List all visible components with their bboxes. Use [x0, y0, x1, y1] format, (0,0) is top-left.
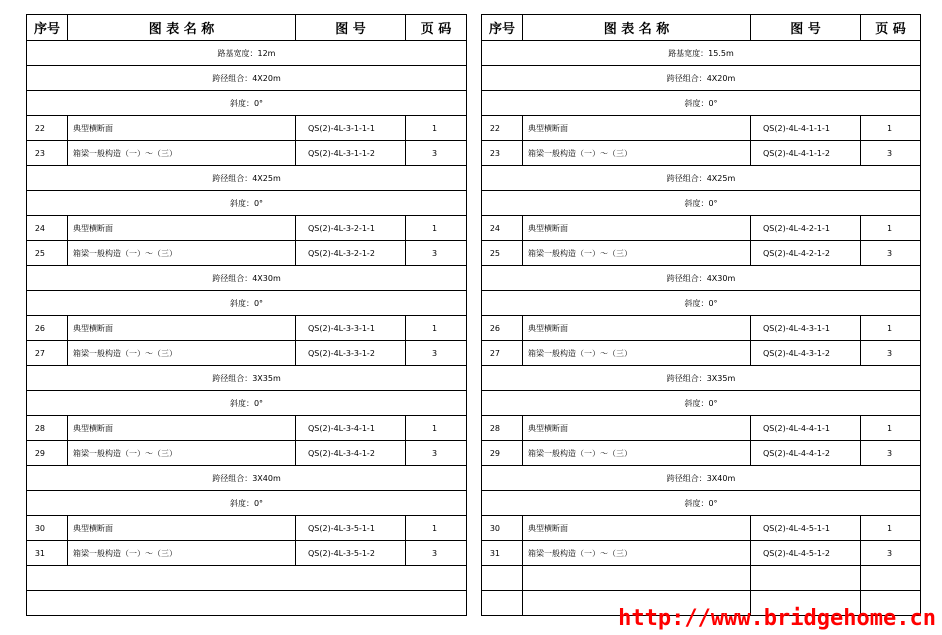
header-page: 页 码 [861, 15, 921, 41]
section-row [27, 191, 467, 216]
section-row [482, 466, 921, 491]
seq-cell: 29 [482, 441, 523, 466]
seq-cell [482, 566, 523, 591]
drawing-name-cell: 箱梁一般构造（一）～（三） [68, 141, 296, 166]
drawing-number-cell: QS(2)-4L-3-4-1-2 [296, 441, 406, 466]
drawing-name-cell: 箱梁一般构造（一）～（三） [523, 441, 751, 466]
section-row [27, 366, 467, 391]
section-row [482, 166, 921, 191]
section-label: 斜度：0° [482, 291, 921, 316]
drawing-number-cell: QS(2)-4L-3-5-1-1 [296, 516, 406, 541]
table-row [27, 516, 467, 541]
header-drawing-no: 图 号 [296, 15, 406, 41]
seq-cell: 23 [482, 141, 523, 166]
seq-cell: 27 [27, 341, 68, 366]
drawing-name-cell: 箱梁一般构造（一）～（三） [68, 541, 296, 566]
seq-cell: 22 [482, 116, 523, 141]
drawing-number-cell: QS(2)-4L-4-4-1-1 [751, 416, 861, 441]
table-row [482, 241, 921, 266]
page-count-cell: 1 [861, 416, 921, 441]
header-name: 图 表 名 称 [68, 15, 296, 41]
section-label: 路基宽度：15.5m [482, 41, 921, 66]
table-row [27, 141, 467, 166]
header-page: 页 码 [406, 15, 467, 41]
header-name: 图 表 名 称 [523, 15, 751, 41]
table-row [27, 541, 467, 566]
seq-cell: 22 [27, 116, 68, 141]
section-label: 斜度：0° [27, 391, 467, 416]
page-count-cell: 1 [406, 216, 467, 241]
seq-cell: 26 [482, 316, 523, 341]
table-row [27, 116, 467, 141]
seq-cell: 30 [482, 516, 523, 541]
section-label: 斜度：0° [27, 291, 467, 316]
page-count-cell: 3 [406, 241, 467, 266]
section-row [27, 166, 467, 191]
page-count-cell: 3 [861, 541, 921, 566]
section-label: 跨径组合：4X20m [27, 66, 467, 91]
table-row [27, 241, 467, 266]
page-count-cell: 1 [406, 116, 467, 141]
section-label: 跨径组合：4X25m [482, 166, 921, 191]
drawing-number-cell: QS(2)-4L-3-2-1-2 [296, 241, 406, 266]
seq-cell: 30 [27, 516, 68, 541]
table-row [482, 216, 921, 241]
section-row [27, 41, 467, 66]
header-drawing-no: 图 号 [751, 15, 861, 41]
section-row [27, 291, 467, 316]
drawing-name-cell: 典型横断面 [523, 516, 751, 541]
header-seq: 序号 [27, 15, 68, 41]
seq-cell: 29 [27, 441, 68, 466]
seq-cell [482, 591, 523, 616]
page-count-cell: 3 [406, 441, 467, 466]
section-row [482, 366, 921, 391]
section-row [482, 491, 921, 516]
section-row [482, 91, 921, 116]
drawing-number-cell: QS(2)-4L-3-1-1-2 [296, 141, 406, 166]
section-row [27, 391, 467, 416]
section-row [482, 391, 921, 416]
drawing-number-cell: QS(2)-4L-4-5-1-2 [751, 541, 861, 566]
table-row [27, 316, 467, 341]
page-count-cell [861, 566, 921, 591]
drawing-name-cell: 典型横断面 [523, 116, 751, 141]
page-count-cell: 3 [861, 141, 921, 166]
table-row [482, 441, 921, 466]
table-header-row [27, 15, 467, 41]
drawing-name-cell: 箱梁一般构造（一）～（三） [523, 341, 751, 366]
drawing-number-cell: QS(2)-4L-3-4-1-1 [296, 416, 406, 441]
section-label: 跨径组合：4X30m [27, 266, 467, 291]
drawing-number-cell: QS(2)-4L-4-1-1-2 [751, 141, 861, 166]
drawing-name-cell: 典型横断面 [68, 516, 296, 541]
drawing-name-cell: 箱梁一般构造（一）～（三） [68, 441, 296, 466]
drawing-name-cell: 典型横断面 [68, 216, 296, 241]
drawing-name-cell: 典型横断面 [68, 416, 296, 441]
drawing-number-cell: QS(2)-4L-4-2-1-2 [751, 241, 861, 266]
seq-cell: 28 [27, 416, 68, 441]
drawing-number-cell: QS(2)-4L-3-1-1-1 [296, 116, 406, 141]
section-label: 跨径组合：3X40m [27, 466, 467, 491]
seq-cell: 23 [27, 141, 68, 166]
left-drawing-index-table [26, 14, 467, 616]
section-label [27, 566, 467, 591]
drawing-name-cell: 箱梁一般构造（一）～（三） [68, 341, 296, 366]
section-row [27, 491, 467, 516]
section-label: 斜度：0° [482, 91, 921, 116]
drawing-number-cell: QS(2)-4L-4-5-1-1 [751, 516, 861, 541]
seq-cell: 24 [482, 216, 523, 241]
section-label: 跨径组合：3X35m [482, 366, 921, 391]
drawing-name-cell: 典型横断面 [523, 416, 751, 441]
drawing-number-cell: QS(2)-4L-3-2-1-1 [296, 216, 406, 241]
section-row [27, 266, 467, 291]
section-label: 斜度：0° [27, 491, 467, 516]
drawing-name-cell: 典型横断面 [523, 316, 751, 341]
section-label: 斜度：0° [482, 491, 921, 516]
drawing-number-cell: QS(2)-4L-4-2-1-1 [751, 216, 861, 241]
drawing-name-cell: 箱梁一般构造（一）～（三） [523, 141, 751, 166]
table-row [27, 216, 467, 241]
section-label: 斜度：0° [482, 191, 921, 216]
seq-cell: 24 [27, 216, 68, 241]
table-row [27, 441, 467, 466]
section-row [27, 91, 467, 116]
page-count-cell: 1 [861, 316, 921, 341]
section-label: 跨径组合：4X25m [27, 166, 467, 191]
section-label: 斜度：0° [27, 191, 467, 216]
section-row [482, 266, 921, 291]
section-label: 跨径组合：4X20m [482, 66, 921, 91]
section-label: 路基宽度：12m [27, 41, 467, 66]
drawing-number-cell: QS(2)-4L-4-3-1-1 [751, 316, 861, 341]
table-row [482, 316, 921, 341]
drawing-name-cell: 典型横断面 [68, 316, 296, 341]
seq-cell: 25 [27, 241, 68, 266]
drawing-number-cell: QS(2)-4L-3-5-1-2 [296, 541, 406, 566]
table-row [482, 341, 921, 366]
drawing-number-cell [751, 566, 861, 591]
section-row [27, 566, 467, 591]
section-row [27, 591, 467, 616]
drawing-number-cell: QS(2)-4L-3-3-1-2 [296, 341, 406, 366]
seq-cell: 31 [482, 541, 523, 566]
table-row [482, 141, 921, 166]
table-row [482, 116, 921, 141]
section-label: 斜度：0° [27, 91, 467, 116]
section-label: 跨径组合：3X40m [482, 466, 921, 491]
header-seq: 序号 [482, 15, 523, 41]
page-count-cell: 1 [861, 516, 921, 541]
table-row [482, 566, 921, 591]
drawing-name-cell: 典型横断面 [523, 216, 751, 241]
section-label: 斜度：0° [482, 391, 921, 416]
table-row [27, 416, 467, 441]
seq-cell: 31 [27, 541, 68, 566]
drawing-number-cell: QS(2)-4L-4-3-1-2 [751, 341, 861, 366]
right-drawing-index-table [481, 14, 921, 616]
page-count-cell: 3 [406, 341, 467, 366]
page-count-cell: 1 [861, 216, 921, 241]
drawing-number-cell: QS(2)-4L-3-3-1-1 [296, 316, 406, 341]
page-count-cell: 1 [406, 516, 467, 541]
section-row [482, 66, 921, 91]
section-row [482, 291, 921, 316]
section-row [482, 191, 921, 216]
table-row [482, 516, 921, 541]
section-label [27, 591, 467, 616]
drawing-name-cell: 箱梁一般构造（一）～（三） [68, 241, 296, 266]
page-count-cell: 3 [406, 541, 467, 566]
drawing-name-cell: 典型横断面 [68, 116, 296, 141]
seq-cell: 26 [27, 316, 68, 341]
page-count-cell: 3 [861, 241, 921, 266]
page-count-cell: 3 [861, 441, 921, 466]
drawing-number-cell: QS(2)-4L-4-1-1-1 [751, 116, 861, 141]
drawing-number-cell: QS(2)-4L-4-4-1-2 [751, 441, 861, 466]
seq-cell: 27 [482, 341, 523, 366]
section-row [27, 66, 467, 91]
table-row [27, 341, 467, 366]
watermark-url: http://www.bridgehome.cn [618, 606, 936, 631]
seq-cell: 28 [482, 416, 523, 441]
page-count-cell: 3 [406, 141, 467, 166]
table-row [482, 416, 921, 441]
page-count-cell: 1 [406, 416, 467, 441]
drawing-name-cell: 箱梁一般构造（一）～（三） [523, 241, 751, 266]
section-label: 跨径组合：3X35m [27, 366, 467, 391]
table-row [482, 541, 921, 566]
section-label: 跨径组合：4X30m [482, 266, 921, 291]
page-count-cell: 3 [861, 341, 921, 366]
section-row [27, 466, 467, 491]
page-count-cell: 1 [406, 316, 467, 341]
table-header-row [482, 15, 921, 41]
seq-cell: 25 [482, 241, 523, 266]
page-count-cell: 1 [861, 116, 921, 141]
drawing-name-cell [523, 566, 751, 591]
section-row [482, 41, 921, 66]
drawing-name-cell: 箱梁一般构造（一）～（三） [523, 541, 751, 566]
